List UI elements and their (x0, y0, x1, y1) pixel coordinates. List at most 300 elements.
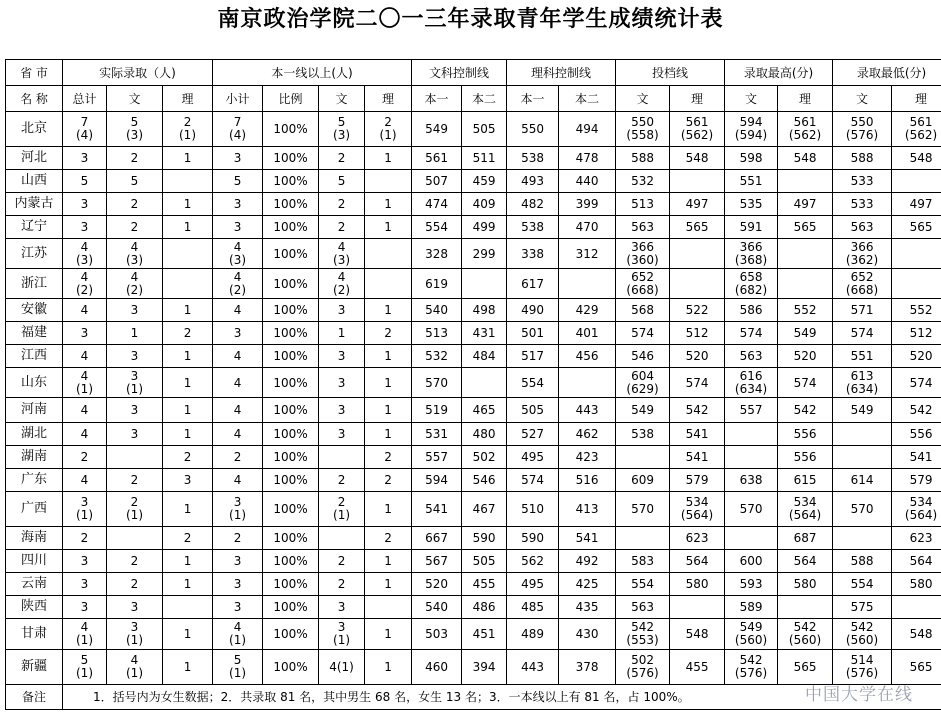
data-cell: 451 (462, 619, 507, 650)
table-row (6, 216, 941, 239)
sub-header: 理 (163, 86, 213, 112)
data-cell: 562 (507, 550, 559, 573)
data-cell: 556 (778, 446, 833, 469)
data-cell: 5 (63, 170, 107, 193)
data-cell (63, 492, 107, 527)
data-cell (163, 170, 213, 193)
data-cell: 3 (63, 596, 107, 619)
cell-value: 4 (337, 269, 346, 284)
data-cell: 3 (319, 596, 365, 619)
data-cell: 2 (213, 527, 263, 550)
cell-value: 2 (337, 495, 346, 509)
table-row (6, 619, 941, 650)
data-cell: 533 (833, 170, 892, 193)
cell-female-value: (1) (76, 633, 93, 647)
data-cell: 100% (263, 170, 319, 193)
data-cell: 638 (725, 469, 778, 492)
cell-value: 534 (685, 495, 709, 509)
data-cell: 4 (213, 398, 263, 423)
data-cell: 541 (412, 492, 462, 527)
data-cell: 571 (833, 299, 892, 322)
data-cell: 100% (263, 398, 319, 423)
cell-female-value: (634) (845, 381, 879, 396)
data-cell: 570 (833, 492, 892, 527)
table-row (6, 492, 941, 527)
cell-value: 366 (850, 239, 874, 254)
cell-female-value: (594) (734, 128, 768, 142)
data-cell: 4 (63, 469, 107, 492)
watermark: 中国大学在线 (805, 685, 913, 705)
cell-female-value: (2) (333, 282, 351, 297)
cell-female-value: (3) (126, 252, 143, 267)
province-cell: 陕西 (6, 596, 63, 619)
data-cell: 2 (365, 469, 412, 492)
cell-female-value: (564) (680, 508, 714, 522)
cell-female-value: (1) (229, 666, 247, 680)
data-cell: 492 (559, 550, 616, 573)
data-cell: 548 (892, 147, 941, 170)
sub-header: 理 (778, 86, 833, 112)
cell-female-value: (1) (126, 508, 143, 522)
data-cell (107, 527, 163, 550)
province-cell: 辽宁 (6, 216, 63, 239)
data-cell: 538 (507, 216, 559, 239)
data-cell: 564 (892, 550, 941, 573)
cell-female-value: (1) (76, 381, 93, 396)
cell-female-value: (558) (626, 128, 659, 142)
data-cell: 542 (670, 398, 725, 423)
cell-female-value: (1) (229, 508, 247, 522)
cell-value: 5 (233, 653, 242, 667)
data-cell (107, 368, 163, 398)
data-cell: 455 (462, 573, 507, 596)
data-cell: 4 (213, 299, 263, 322)
header-row-sub (6, 86, 941, 112)
data-cell: 493 (507, 170, 559, 193)
data-cell (778, 596, 833, 619)
province-cell: 甘肃 (6, 619, 63, 650)
data-cell: 100% (263, 216, 319, 239)
data-cell: 3 (319, 368, 365, 398)
sub-header: 理 (670, 86, 725, 112)
cell-female-value: (560) (788, 633, 822, 647)
data-cell (63, 269, 107, 299)
data-cell: 394 (462, 650, 507, 685)
cell-female-value: (564) (788, 508, 822, 522)
data-cell: 548 (778, 147, 833, 170)
cell-value: 366 (631, 239, 654, 254)
data-cell (319, 619, 365, 650)
data-cell (319, 446, 365, 469)
data-cell: 617 (507, 269, 559, 299)
data-cell: 3 (63, 550, 107, 573)
data-cell: 600 (725, 550, 778, 573)
sub-header: 比例 (263, 86, 319, 112)
data-cell: 588 (833, 147, 892, 170)
data-cell: 484 (462, 345, 507, 368)
data-cell (892, 170, 941, 193)
data-cell: 2 (107, 216, 163, 239)
data-cell: 100% (263, 650, 319, 685)
data-cell: 520 (892, 345, 941, 368)
data-cell: 548 (670, 147, 725, 170)
cell-female-value: (560) (845, 633, 879, 647)
data-cell: 542 (892, 398, 941, 423)
data-cell: 563 (833, 216, 892, 239)
data-cell: 2 (163, 527, 213, 550)
data-cell: 1 (365, 368, 412, 398)
data-cell (107, 269, 163, 299)
data-cell: 4 (63, 398, 107, 423)
data-cell: 535 (725, 193, 778, 216)
data-cell (616, 446, 670, 469)
data-cell (213, 239, 263, 269)
table-row (6, 239, 941, 269)
data-cell (365, 269, 412, 299)
data-cell (725, 527, 778, 550)
data-cell (616, 112, 670, 147)
data-cell: 3 (63, 216, 107, 239)
province-cell: 内蒙古 (6, 193, 63, 216)
data-cell: 2 (319, 147, 365, 170)
cell-value: 2 (183, 115, 192, 129)
data-cell: 3 (63, 573, 107, 596)
data-cell: 401 (559, 322, 616, 345)
data-cell: 494 (559, 112, 616, 147)
data-cell (365, 112, 412, 147)
province-cell: 湖南 (6, 446, 63, 469)
data-cell: 3 (319, 423, 365, 446)
data-cell: 1 (163, 650, 213, 685)
cell-value: 613 (850, 368, 874, 383)
data-cell: 554 (507, 368, 559, 398)
cell-value: 561 (909, 115, 933, 129)
data-cell: 1 (365, 573, 412, 596)
data-cell (725, 650, 778, 685)
cell-value: 5 (130, 115, 139, 129)
data-cell: 2 (319, 573, 365, 596)
cell-female-value: (576) (626, 666, 659, 680)
data-cell: 2 (107, 147, 163, 170)
data-cell: 549 (778, 322, 833, 345)
data-cell: 2 (319, 193, 365, 216)
data-cell (725, 423, 778, 446)
data-cell (670, 239, 725, 269)
cell-female-value: (560) (734, 633, 768, 647)
cell-female-value: (1) (179, 128, 196, 142)
data-cell: 459 (462, 170, 507, 193)
data-cell: 2 (163, 322, 213, 345)
group-header: 文科控制线 (412, 60, 507, 86)
cell-value: 4 (130, 269, 139, 284)
data-cell: 100% (263, 147, 319, 170)
data-cell: 2 (107, 550, 163, 573)
data-cell: 541 (892, 446, 941, 469)
data-cell: 511 (462, 147, 507, 170)
data-cell: 100% (263, 492, 319, 527)
data-cell: 5 (319, 170, 365, 193)
data-cell: 541 (670, 423, 725, 446)
cell-female-value: (360) (626, 252, 659, 267)
data-cell: 100% (263, 619, 319, 650)
data-cell: 498 (462, 299, 507, 322)
data-cell: 3 (213, 193, 263, 216)
data-cell (213, 269, 263, 299)
data-cell: 501 (507, 322, 559, 345)
data-cell: 495 (507, 573, 559, 596)
data-cell: 540 (412, 299, 462, 322)
data-cell: 5 (213, 170, 263, 193)
data-cell (725, 269, 778, 299)
data-cell: 3 (107, 299, 163, 322)
data-cell: 2 (107, 193, 163, 216)
data-cell: 574 (507, 469, 559, 492)
data-cell: 100% (263, 550, 319, 573)
data-cell: 1 (107, 322, 163, 345)
data-cell: 574 (892, 368, 941, 398)
data-cell: 1 (163, 345, 213, 368)
data-cell: 2 (63, 527, 107, 550)
data-cell: 312 (559, 239, 616, 269)
table-row (6, 550, 941, 573)
sub-header: 总计 (63, 86, 107, 112)
data-cell: 100% (263, 193, 319, 216)
data-cell: 598 (725, 147, 778, 170)
sub-header: 小计 (213, 86, 263, 112)
data-cell (725, 446, 778, 469)
data-cell: 513 (616, 193, 670, 216)
cell-female-value: (562) (788, 128, 822, 142)
data-cell: 580 (892, 573, 941, 596)
data-cell (833, 112, 892, 147)
data-cell: 586 (725, 299, 778, 322)
data-cell: 565 (892, 650, 941, 685)
data-cell: 538 (507, 147, 559, 170)
province-cell: 海南 (6, 527, 63, 550)
cell-value: 7 (80, 115, 89, 129)
data-cell: 563 (725, 345, 778, 368)
cell-female-value: (3) (76, 252, 93, 267)
data-cell: 551 (833, 345, 892, 368)
data-cell: 497 (778, 193, 833, 216)
sub-header: 文 (319, 86, 365, 112)
data-cell: 2 (365, 322, 412, 345)
data-cell: 423 (559, 446, 616, 469)
data-cell: 517 (507, 345, 559, 368)
data-cell (107, 112, 163, 147)
data-cell: 594 (412, 469, 462, 492)
data-cell (833, 446, 892, 469)
cell-female-value: (564) (904, 508, 938, 522)
data-cell: 548 (892, 619, 941, 650)
data-cell (616, 269, 670, 299)
data-cell: 1 (365, 550, 412, 573)
data-cell: 579 (670, 469, 725, 492)
sub-header: 本二 (559, 86, 616, 112)
data-cell: 3 (213, 596, 263, 619)
data-cell: 5 (107, 170, 163, 193)
data-cell: 100% (263, 322, 319, 345)
table-row (6, 147, 941, 170)
data-cell (778, 239, 833, 269)
data-cell (63, 239, 107, 269)
table-row (6, 345, 941, 368)
data-cell: 542 (778, 398, 833, 423)
admission-score-table (5, 59, 941, 710)
data-cell: 549 (833, 398, 892, 423)
data-cell (163, 596, 213, 619)
data-cell: 3 (213, 550, 263, 573)
data-cell: 563 (616, 216, 670, 239)
province-cell: 湖北 (6, 423, 63, 446)
data-cell: 4 (213, 469, 263, 492)
data-cell (892, 596, 941, 619)
data-cell: 546 (462, 469, 507, 492)
data-cell: 520 (670, 345, 725, 368)
data-cell: 590 (507, 527, 559, 550)
cell-value: 616 (739, 368, 763, 383)
note-text: 1．括号内为女生数据；2．共录取 81 名，其中男生 68 名，女生 13 名；3．一本线以上有 81 名，占 100%。 (63, 685, 941, 710)
cell-female-value: (629) (626, 381, 659, 396)
cell-female-value: (2) (229, 282, 247, 297)
data-cell: 574 (833, 322, 892, 345)
province-cell: 新疆 (6, 650, 63, 685)
data-cell (213, 492, 263, 527)
cell-value: 561 (793, 115, 817, 129)
data-cell (616, 239, 670, 269)
data-cell (778, 492, 833, 527)
data-cell: 556 (892, 423, 941, 446)
data-cell: 548 (670, 619, 725, 650)
sub-header: 本二 (462, 86, 507, 112)
group-header: 录取最高(分) (725, 60, 833, 86)
data-cell (107, 650, 163, 685)
data-cell (107, 619, 163, 650)
data-cell (670, 112, 725, 147)
cell-value: 604 (631, 368, 654, 383)
cell-female-value: (668) (626, 282, 659, 297)
cell-value: 514 (850, 653, 874, 667)
data-cell (107, 239, 163, 269)
cell-value: 534 (909, 495, 933, 509)
data-cell: 546 (616, 345, 670, 368)
cell-female-value: (4) (76, 128, 93, 142)
province-cell: 河北 (6, 147, 63, 170)
table-row (6, 650, 941, 685)
data-cell: 532 (616, 170, 670, 193)
data-cell: 512 (892, 322, 941, 345)
cell-value: 2 (384, 115, 392, 129)
data-cell: 1 (163, 216, 213, 239)
province-cell: 山东 (6, 368, 63, 398)
data-cell: 100% (263, 368, 319, 398)
cell-value: 4 (80, 620, 89, 634)
cell-female-value: (668) (845, 282, 879, 297)
cell-female-value: (634) (734, 381, 768, 396)
province-cell: 北京 (6, 112, 63, 147)
cell-female-value: (1) (126, 633, 143, 647)
data-cell: 1 (163, 147, 213, 170)
province-cell: 江西 (6, 345, 63, 368)
cell-female-value: (1) (76, 508, 93, 522)
cell-value: 549 (739, 620, 763, 634)
data-cell (462, 368, 507, 398)
sub-header: 文 (725, 86, 778, 112)
cell-value: 534 (793, 495, 817, 509)
data-cell: 1 (163, 492, 213, 527)
data-cell: 2 (365, 527, 412, 550)
sub-header: 理 (365, 86, 412, 112)
cell-value: 5 (337, 115, 346, 129)
data-cell: 2 (213, 446, 263, 469)
data-cell (833, 269, 892, 299)
data-cell: 3 (213, 573, 263, 596)
data-cell: 338 (507, 239, 559, 269)
table-row (6, 527, 941, 550)
data-cell: 574 (778, 368, 833, 398)
cell-female-value: (1) (333, 508, 351, 522)
data-cell (892, 492, 941, 527)
data-cell: 3 (319, 299, 365, 322)
cell-value: 550 (631, 115, 654, 129)
page-title: 南京政治学院二〇一三年录取青年学生成绩统计表 (217, 6, 724, 32)
province-header-top: 省 市 (6, 60, 63, 86)
data-cell: 619 (412, 269, 462, 299)
data-cell: 430 (559, 619, 616, 650)
table-row (6, 368, 941, 398)
data-cell: 100% (263, 112, 319, 147)
data-cell: 409 (462, 193, 507, 216)
data-cell: 583 (616, 550, 670, 573)
cell-value: 3 (337, 620, 346, 634)
data-cell: 429 (559, 299, 616, 322)
data-cell: 470 (559, 216, 616, 239)
data-cell: 554 (833, 573, 892, 596)
data-cell: 579 (892, 469, 941, 492)
data-cell: 574 (616, 322, 670, 345)
data-cell: 1 (163, 550, 213, 573)
data-cell: 1 (163, 423, 213, 446)
province-header-bottom: 名 称 (6, 86, 63, 112)
data-cell: 1 (163, 299, 213, 322)
data-cell: 564 (778, 550, 833, 573)
data-cell: 623 (892, 527, 941, 550)
data-cell (107, 492, 163, 527)
cell-female-value: (1) (126, 381, 143, 396)
data-cell: 516 (559, 469, 616, 492)
data-cell: 3 (319, 398, 365, 423)
data-cell: 554 (412, 216, 462, 239)
data-cell: 552 (892, 299, 941, 322)
data-cell: 1 (365, 423, 412, 446)
data-cell: 1 (365, 299, 412, 322)
data-cell: 520 (778, 345, 833, 368)
data-cell: 505 (507, 398, 559, 423)
cell-female-value: (562) (680, 128, 714, 142)
data-cell (163, 239, 213, 269)
data-cell: 489 (507, 619, 559, 650)
data-cell: 574 (725, 322, 778, 345)
sub-header: 文 (616, 86, 670, 112)
data-cell: 565 (670, 216, 725, 239)
cell-female-value: (4) (229, 128, 247, 142)
cell-value: 4 (337, 239, 346, 254)
data-cell (833, 619, 892, 650)
data-cell: 3 (63, 147, 107, 170)
data-cell: 4 (63, 423, 107, 446)
cell-female-value: (2) (76, 282, 93, 297)
cell-value: 542 (793, 620, 817, 634)
